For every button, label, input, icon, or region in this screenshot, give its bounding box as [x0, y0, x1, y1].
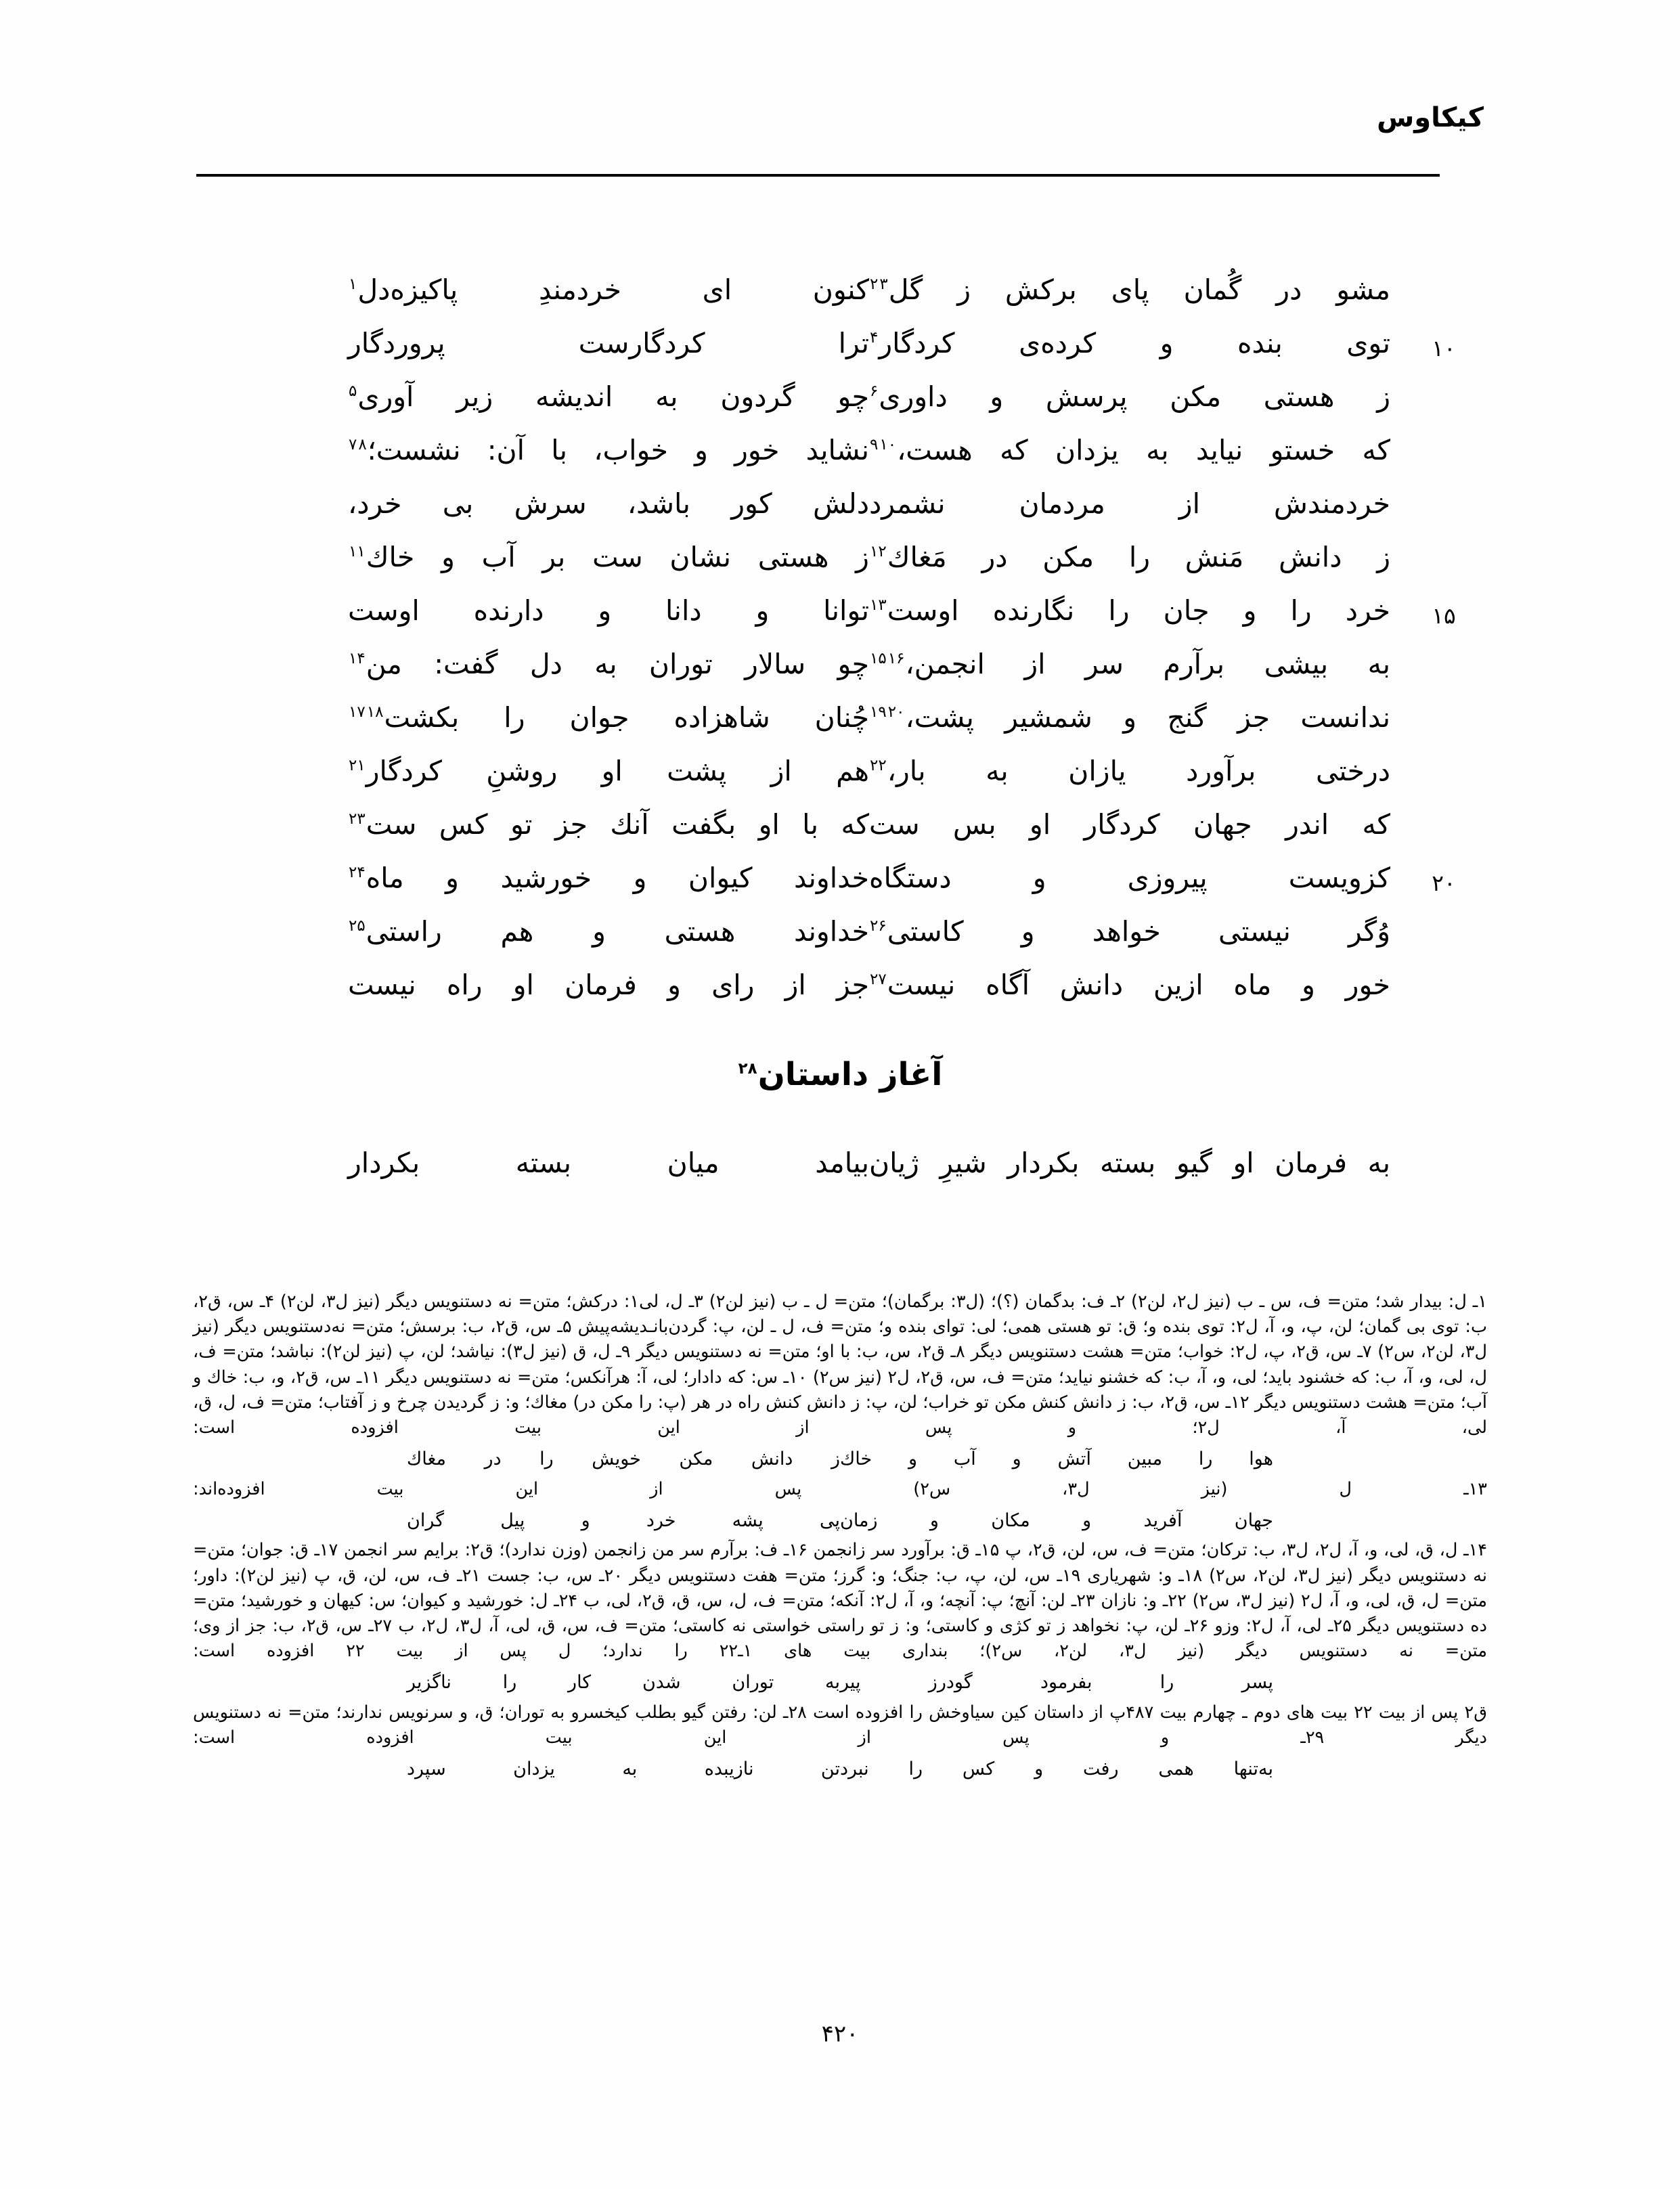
hemistich-left	[869, 699, 1404, 734]
hemistich-left	[869, 912, 1404, 948]
hemistich-right	[348, 592, 869, 627]
footnote-marker: ۳	[879, 275, 888, 294]
hemistich-left-text: مشو در گُمان پای برکش ز گل$^{۲۳}$	[870, 273, 1390, 306]
line-number: ۱۵	[1432, 602, 1456, 629]
line-number: ۲۰	[1432, 870, 1456, 896]
hemistich-left	[869, 645, 1404, 680]
footnote-marker: ۲۲	[870, 757, 887, 775]
hemistich-left	[869, 378, 1404, 413]
hemistich-left-text: که خستو نیاید به یزدان که هست،$^{۹۱۰}$	[870, 434, 1390, 466]
hemistich-left-text: درختی برآورد یازان به بار،$^{۲۲}$	[870, 755, 1390, 787]
line-number	[1404, 645, 1484, 656]
inset-verse	[193, 1507, 1487, 1534]
hemistich-left	[869, 431, 1404, 466]
verse-row	[196, 645, 1484, 699]
verse-row	[196, 752, 1484, 805]
hemistich-left-text: به بیشی برآرم سر از انجمن،$^{۱۵۱۶}$	[870, 648, 1390, 680]
footnote-marker: ۲۳	[349, 810, 366, 828]
hemistich-left	[869, 859, 1404, 894]
inset-hemistich-left: پی پشه خرد و پیل گران	[407, 1509, 840, 1531]
hemistich-right-text: بیامد میان بسته بکردار	[348, 1147, 869, 1179]
hemistich-left	[869, 752, 1404, 787]
hemistich-left-text: توی بنده و کرده‌ی کردگار$^۴$	[870, 327, 1390, 359]
hemistich-right	[348, 324, 869, 359]
inset-hemistich-right: به‌تنها همی رفت و کس را نبرد	[840, 1759, 1273, 1780]
verse-row	[196, 592, 1484, 645]
section-heading	[196, 1056, 1484, 1093]
line-number	[1404, 538, 1484, 549]
verse-row	[196, 912, 1484, 966]
header-rule	[196, 174, 1440, 177]
line-number	[1404, 805, 1484, 816]
verse-row	[196, 378, 1484, 431]
hemistich-left-text: کزویست پیروزی و دستگاه	[869, 862, 1390, 894]
footnote-marker: ۱۴	[349, 650, 366, 668]
hemistich-left	[869, 805, 1404, 841]
hemistich-right	[348, 912, 869, 948]
hemistich-right	[348, 859, 869, 894]
footnote-marker: ۱	[349, 275, 357, 294]
footnote-marker: ۲۸	[738, 1060, 757, 1078]
hemistich-left	[869, 538, 1404, 573]
hemistich-left-text: که اندر جهان کردگار او بس ست	[869, 808, 1390, 841]
folio-number: ۴۲۰	[821, 2020, 859, 2048]
line-number	[1404, 912, 1484, 923]
hemistich-right-text: دلش کور باشد، سرش بی خرد،	[348, 487, 869, 520]
footnote-marker: ۶	[870, 382, 879, 401]
line-number: ۱۰	[1432, 335, 1456, 361]
hemistich-right-text: ز هستی نشان ست بر آب و خاك$^{۱۱}$	[349, 541, 869, 573]
hemistich-right	[348, 645, 869, 680]
footnote-marker: ۲۵	[349, 917, 366, 935]
running-head-title: کیکاوس	[1377, 102, 1484, 133]
inset-hemistich-left: تن نازیبده به یزدان سپرد	[407, 1759, 840, 1780]
footnote-paragraph: ۱۳ـ ل (نیز ل۳، س۲) پس از این بیت افزوده‌اند:	[193, 1478, 1487, 1499]
verse-row	[196, 431, 1484, 485]
verse-row	[196, 966, 1484, 1019]
footnote-marker: ۲۱	[349, 757, 366, 775]
hemistich-right	[348, 966, 869, 1001]
hemistich-left	[869, 485, 1404, 520]
inset-hemistich-left: به توران شدن کار را ناگزیر	[407, 1672, 840, 1694]
hemistich-right	[348, 538, 869, 573]
line-number	[1404, 699, 1484, 709]
footnote-paragraph: ۱۴ـ ل، ق، لی، و، آ، ل۲، ل۳، ب: ترکان؛ متن= ف، س، لن، ق۲، پ ۱۵ـ ق: برآورد سر زانجمن ۱۶ـ ف: برآرم سر من زانجمن (وزن ندارد)؛ ق۲: برایم سر انجمن ۱۷ـ ق: جوان؛ متن= نه دستنویس دیگر (نیز ل۳، لن۲، س۲) ۱۸ـ و: شهریاری ۱۹ـ س، لن، پ، ب: جنگ؛ و: گرز؛ متن= هفت دستنویس دیگر ۲۰ـ س، ب: جست ۲۱ـ ف، س، لن، ق، پ (نیز لن۲): داور؛ متن= ل، ق، لی، و، آ، ل۲ (نیز ل۳، س۲) ۲۲ـ و: نازان ۲۳ـ لن: آنچ؛ پ: آنچه؛ و، آ، ل۲: آنکه؛ متن= ف، ل، س، ق، ق۲، لی، ب ۲۴ـ ل: خورشید و کیوان؛ س: کیهان و خورشید؛ متن= ده دستنویس دیگر ۲۵ـ لی، آ، ل۲: وزو ۲۶ـ لن، پ: نخواهد ز تو کژی و کاستی؛ و: ز تو راستی خواستی نه کاستی؛ متن= ف، س، ق، لی، آ، ل۳، ل۲، ب ۲۷ـ س، ق۲، ب: جز از وی؛ متن= نه دستنویس دیگر (نیز ل۳، لن۲، س۲)؛ بنداری بیت های ۱ـ۲۲ را ندارد؛ ل پس از بیت ۲۲ افزوده است:	[193, 1540, 1488, 1662]
footnote-marker: ۷	[349, 436, 357, 454]
lone-verse-block	[196, 1144, 1484, 1198]
hemistich-right-text: چُنان شاهزاده جوان را بکشت$^{۱۷۱۸}$	[349, 701, 869, 734]
hemistich-right-text: نشاید خور و خواب، با آن: نشست؛$^{۷۸}$	[349, 434, 869, 466]
footnote-marker: ۲۶	[870, 917, 887, 935]
hemistich-right	[348, 271, 869, 306]
footnote-marker: ۱۷	[349, 703, 366, 722]
hemistich-left-text: خرد را و جان را نگارنده اوست$^{۱۳}$	[870, 594, 1390, 627]
line-number	[1404, 431, 1484, 442]
footnote-marker: ۹	[870, 436, 879, 454]
hemistich-left-text: ز دانش مَنش را مکن در مَغاك$^{۱۲}$	[870, 541, 1390, 573]
hemistich-left	[869, 1144, 1404, 1179]
line-number	[1404, 271, 1484, 282]
footnote-marker: ۸	[358, 436, 367, 454]
hemistich-right	[348, 431, 869, 466]
inset-verse	[193, 1669, 1487, 1696]
footnote-marker: ۱۵	[870, 650, 887, 668]
footnote-marker: ۱۹	[870, 703, 887, 722]
verse-block	[196, 271, 1484, 1019]
footnote-marker: ۵	[349, 382, 357, 401]
hemistich-left	[869, 966, 1404, 1001]
inset-hemistich-right: جهان آفرید و مکان و زمان	[840, 1509, 1273, 1531]
hemistich-right-text: که با او بگفت آنك جز تو کس ست$^{۲۳}$	[349, 808, 869, 841]
footnote-marker: ۲	[870, 275, 879, 294]
footnote-marker: ۱۳	[870, 596, 887, 615]
line-number	[1404, 485, 1484, 495]
verse-row	[196, 699, 1484, 752]
verse-row	[196, 271, 1484, 324]
hemistich-left	[869, 324, 1404, 359]
hemistich-left-text: خردمندش از مردمان نشمرد	[869, 487, 1390, 520]
inset-hemistich-left: ز دانش مکن خویش را در مغاك	[407, 1449, 840, 1470]
inset-hemistich-right: پسر را بفرمود گودرز پیر	[840, 1672, 1273, 1694]
footnote-marker: ۱۲	[870, 543, 887, 561]
footnote-marker: ۱۰	[879, 436, 897, 454]
inset-verse	[193, 1446, 1487, 1472]
hemistich-left	[869, 271, 1404, 306]
verse-row	[196, 538, 1484, 592]
footnote-marker: ۱۱	[349, 543, 366, 561]
verse-row	[196, 1144, 1484, 1198]
footnote-apparatus	[193, 1289, 1487, 1787]
hemistich-left	[869, 592, 1404, 627]
line-number	[1404, 378, 1484, 389]
hemistich-left-text: خور و ماه ازین دانش آگاه نیست$^{۲۷}$	[870, 969, 1390, 1001]
verse-row	[196, 485, 1484, 538]
footnote-paragraph: ۱ـ ل: بیدار شد؛ متن= ف، س ـ ب (نیز ل۲، لن۲) ۲ـ ف: بدگمان (؟)؛ (ل۳: برگمان)؛ متن= ل ـ ب (نیز لن۲) ۳ـ ل، لی۱: درکش؛ متن= نه دستنویس دیگر (نیز ل۳، لن۲) ۴ـ س، ق۲، ب: توی بی گمان؛ لن، پ، و، آ، ل۲: توی بنده و؛ ق: تو هستی همی؛ لی: توای بنده و؛ متن= ف، ل ـ لن، پ: گردن‌بانـدیشه‌پیش ۵ـ س، ق۲، ب: برسش؛ متن= نه‌دستنویس دیگر (نیز ل۳، لن۲، س۲) ۷ـ س، ق۲، پ، ل۲: خواب؛ متن= هشت دستنویس دیگر ۸ـ ق۲، س، ب: با او؛ متن= نه دستنویس دیگر ۹ـ ل، ق (نیز ل۳): نیاشد؛ لن، پ (نیز لن۲): نباشد؛ متن= ف، ل، لی، و، آ، ب: که خشنود باید؛ لی، و، آ، ب: که خشنو نیاید؛ متن= ف، س، ق۲، ل۲ (نیز س۲) ۱۰ـ س: که دادار؛ لی، آ: هرآنکس؛ متن= نه دستنویس دیگر ۱۱ـ س، ق۲، و، ب: خاك و آب؛ متن= هشت دستنویس دیگر ۱۲ـ س، ق۲، ب: ز دانش کنش مکن تو خراب؛ لن، پ: ز دانش کنش راه در هر (پ: را مکن در) مغاك؛ و: ز گردیدن چرخ و ز آفتاب؛ متن= ف، ل، ق، لی، آ، ل۲؛ و پس از این بیت افزوده است:	[193, 1291, 1488, 1438]
footnote-marker: ۲۷	[870, 971, 887, 989]
footnote-marker: ۴	[870, 329, 879, 347]
footnote-marker: ۱۸	[366, 703, 384, 722]
hemistich-right	[348, 378, 869, 413]
running-head	[196, 102, 1484, 134]
footnote-marker: ۱۶	[887, 650, 905, 668]
hemistich-right	[348, 699, 869, 734]
hemistich-right-text: توانا و دانا و دارنده اوست	[348, 594, 869, 627]
footnote-marker: ۲۰	[887, 703, 905, 722]
hemistich-left-text: ندانست جز گنج و شمشیر پشت،$^{۱۹۲۰}$	[870, 701, 1390, 734]
hemistich-right-text: ترا کردگارست پروردگار	[348, 327, 869, 359]
verse-row	[196, 324, 1484, 378]
hemistich-left-text: وُگر نیستی خواهد و کاستی$^{۲۶}$	[870, 915, 1390, 948]
hemistich-right-text: چو گردون به اندیشه زیر آوری$^۵$	[349, 380, 869, 413]
hemistich-right-text: خداوند هستی و هم راستی$^{۲۵}$	[349, 915, 869, 948]
line-number	[1404, 1144, 1484, 1155]
verse-row	[196, 859, 1484, 912]
inset-hemistich-right: هوا را مبین آتش و آب و خاك	[840, 1449, 1273, 1470]
inset-verse	[193, 1756, 1487, 1782]
hemistich-left-text: ز هستی مکن پرسش و داوری$^۶$	[870, 380, 1390, 413]
hemistich-right-text: خداوند کیوان و خورشید و ماه$^{۲۴}$	[349, 862, 869, 894]
hemistich-right-text: کنون ای خردمندِ پاکیزه‌دل$^۱$	[349, 273, 869, 306]
hemistich-right	[348, 485, 869, 520]
verse-row	[196, 805, 1484, 859]
hemistich-left-text: به فرمان او گیو بسته بکردار شیرِ ژیان	[869, 1147, 1390, 1179]
line-number	[1404, 752, 1484, 763]
hemistich-right-text: جز از رای و فرمان او راه نیست	[348, 969, 869, 1001]
footnote-paragraph: ق۲ پس از بیت ۲۲ بیت های دوم ـ چهارم بیت ۴۸۷پ از داستان کین سیاوخش را افزوده است ۲۸ـ لن: رفتن گیو بطلب کیخسرو به توران؛ ق، و سرنویس ندارند؛ متن= نه دستنویس دیگر ۲۹ـ و پس از این بیت افزوده است:	[193, 1702, 1487, 1748]
hemistich-right-text: چو سالار توران به دل گفت: من$^{۱۴}$	[349, 648, 869, 680]
hemistich-right	[348, 1144, 869, 1179]
hemistich-right-text: هم از پشت او روشنِ کردگار$^{۲۱}$	[349, 755, 869, 787]
footnote-marker: ۲۴	[349, 864, 366, 882]
line-number	[1404, 966, 1484, 977]
hemistich-right	[348, 805, 869, 841]
hemistich-right	[348, 752, 869, 787]
section-heading-text: آغاز داستان	[757, 1056, 943, 1093]
